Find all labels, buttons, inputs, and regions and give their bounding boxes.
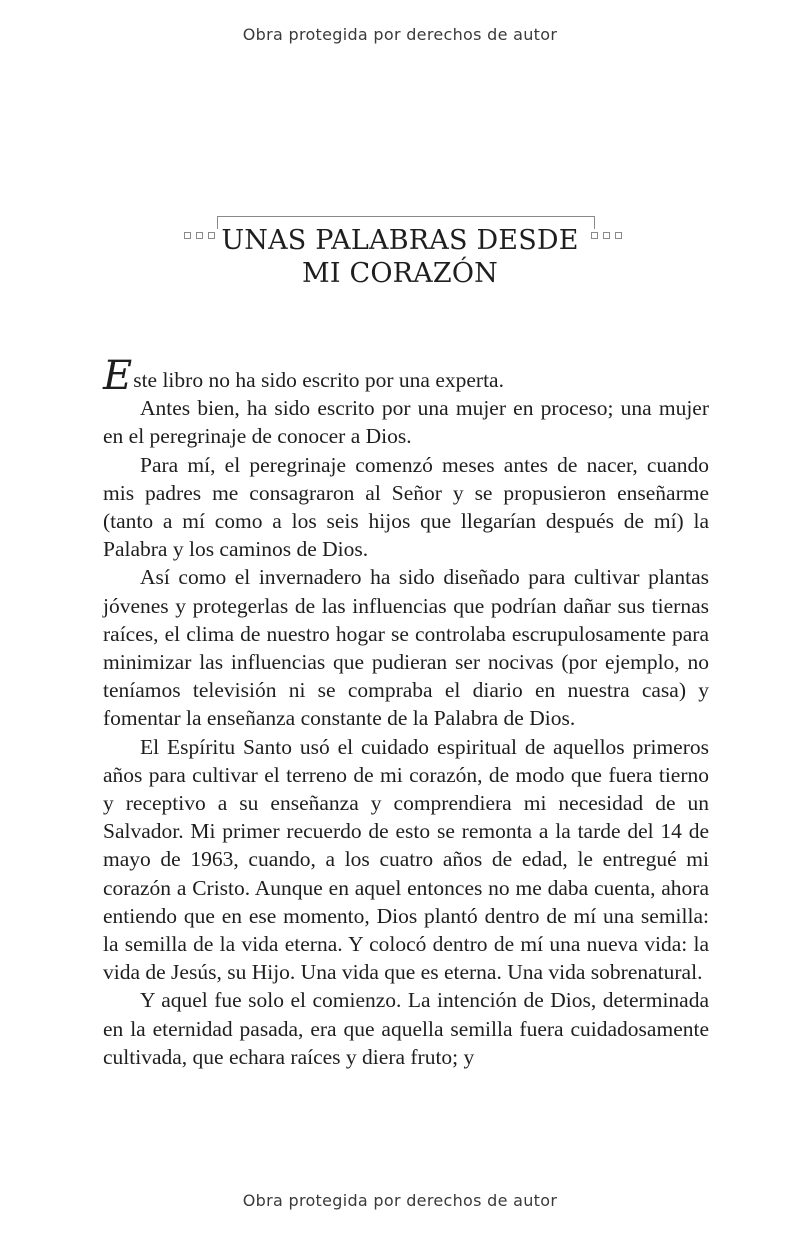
watermark-bottom: Obra protegida por derechos de autor [242,1191,558,1210]
chapter-title [0,224,800,290]
chapter-body [103,353,709,1071]
paragraph-5: El Espíritu Santo usó el cuidado espiritual de aquellos primeros años para cultivar el terreno de mi corazón, de modo que fuera tierno y receptivo a su enseñanza y comprendiera mi necesidad de un Salvador. Mi primer recuerdo de esto se remonta a la tarde del 14 de mayo de 1963, cuando, a los cuatro años de edad, le entregué mi corazón a Cristo. Aunque en aquel entonces no me daba cuenta, ahora entiendo que en ese momento, Dios plantó dentro de mí una semilla: la semilla de la vida eterna. Y colocó dentro de mí una nueva vida: la vida de Jesús, su Hijo. Una vida que es eterna. Una vida sobrenatural. [103,734,709,985]
paragraph-1-text: ste libro no ha sido escrito por una experta. [133,368,504,392]
chapter-title-line-1: UNAS PALABRAS DESDE [221,225,579,256]
watermark-top: Obra protegida por derechos de autor [242,25,558,44]
paragraph-4: Así como el invernadero ha sido diseñado para cultivar plantas jóvenes y protegerlas de las influencias que podrían dañar sus tiernas raíces, el clima de nuestro hogar se controlaba escrupulosamente para minimizar las influencias que pudieran ser nocivas (por ejemplo, no teníamos televisión ni se compraba el diario en nuestra casa) y fomentar la enseñanza constante de la Palabra de Dios. [103,565,709,731]
paragraph-2: Antes bien, ha sido escrito por una mujer en proceso; una mujer en el peregrinaje de conocer a Dios. [103,396,709,449]
paragraph-1 [103,353,709,399]
paragraph-3: Para mí, el peregrinaje comenzó meses antes de nacer, cuando mis padres me consagraron al Señor y se propusieron enseñarme (tanto a mí como a los seis hijos que llegarían después de mí) la Palabra y los caminos de Dios. [103,452,709,562]
drop-cap: E [103,353,133,399]
chapter-heading [0,212,800,302]
chapter-title-line-2: MI CORAZÓN [301,258,499,289]
paragraph-6: Y aquel fue solo el comienzo. La intención de Dios, determinada en la eternidad pasada, era que aquella semilla fuera cuidadosamente cultivada, que echara raíces y diera fruto; y [103,988,709,1069]
